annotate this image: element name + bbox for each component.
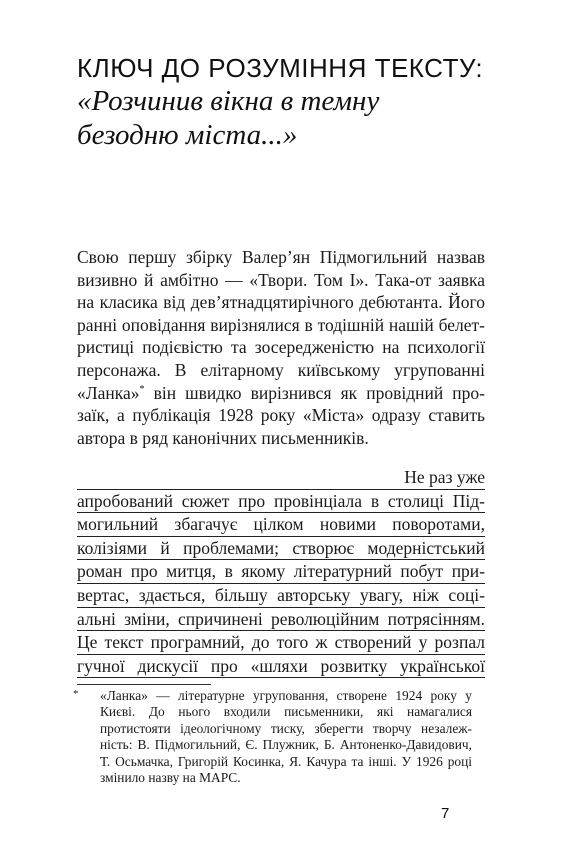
chapter-subtitle [77, 84, 517, 152]
footnote-line: Т. Осьмачка, Григорій Косинка, Я. Качура та інші. У 1926 році [100, 753, 472, 769]
footnote-line: змінило назву на МАРС. [100, 770, 241, 786]
footnote-divider [77, 684, 211, 685]
text-line: визивно й амбітно — «Твори. Том І». Така-от заявка [77, 269, 485, 290]
footnote-line: у Києві. До нього входили письменники, які намагалися [100, 688, 472, 720]
underlined-line: вертас, здається, більшу авторську увагу, ніж соці- [77, 584, 485, 608]
footnote-line: ність: В. Підмогильний, Є. Плужник, Б. Антоненко-Давидович, [100, 737, 472, 753]
page-number: 7 [441, 805, 450, 822]
text-line: він швидко вирізнився як провідний про- [153, 382, 485, 403]
text-line: на класика від дев’ятнадцятирічного дебютанта. Його [77, 292, 485, 313]
subtitle-line: безодню міста...» [77, 119, 298, 151]
text-line: Свою першу збірку Валер’ян Підмогильний назвав [77, 247, 485, 267]
underlined-line: колізіями й проблемами; створює модерністський [77, 537, 485, 561]
underlined-line: могильний збагачує цілком новими поворотами, [77, 513, 485, 537]
footnote-line: протистояти ідеологічному тиску, зберегти творчу незалеж- [100, 720, 472, 736]
text-line: ристиці подієвістю та зосередженістю на психології [77, 337, 485, 358]
underlined-line: апробований сюжет про провінціала в столиці Під- [77, 490, 485, 514]
text-line: заїк, а публікація 1928 року «Міста» одразу ставить [77, 405, 485, 426]
underlined-line: Не раз уже [77, 466, 485, 490]
underlined-line: гучної дискусії про «шляхи розвитку української [77, 655, 485, 679]
footnote-marker: * [73, 688, 79, 700]
text-line: ранні оповідання вирізнялися в тодішній нашій белет- [77, 314, 485, 335]
footnote-text [100, 688, 472, 786]
chapter-heading: КЛЮЧ ДО РОЗУМІННЯ ТЕКСТУ: [77, 53, 484, 83]
underlined-line: Це текст програмний, до того ж створений у розпал [77, 631, 485, 655]
text-line: «Ланка» [77, 382, 140, 403]
paragraph-underlined [77, 466, 485, 678]
footnote-marker: * [139, 383, 145, 395]
text-line: персонажа. В елітарному київському угрупованні [77, 359, 485, 380]
subtitle-line: «Розчинив вікна в темну [77, 85, 380, 117]
footnote-line: «Ланка» — літературне угруповання, створене 1924 року [100, 688, 457, 703]
paragraph-intro [77, 246, 485, 449]
text-line: автора в ряд канонічних письменників. [77, 427, 369, 448]
underlined-line: альні зміни, спричинені революційним потрясінням. [77, 608, 485, 632]
underlined-line: роман про митця, в якому літературний побут при- [77, 560, 485, 584]
